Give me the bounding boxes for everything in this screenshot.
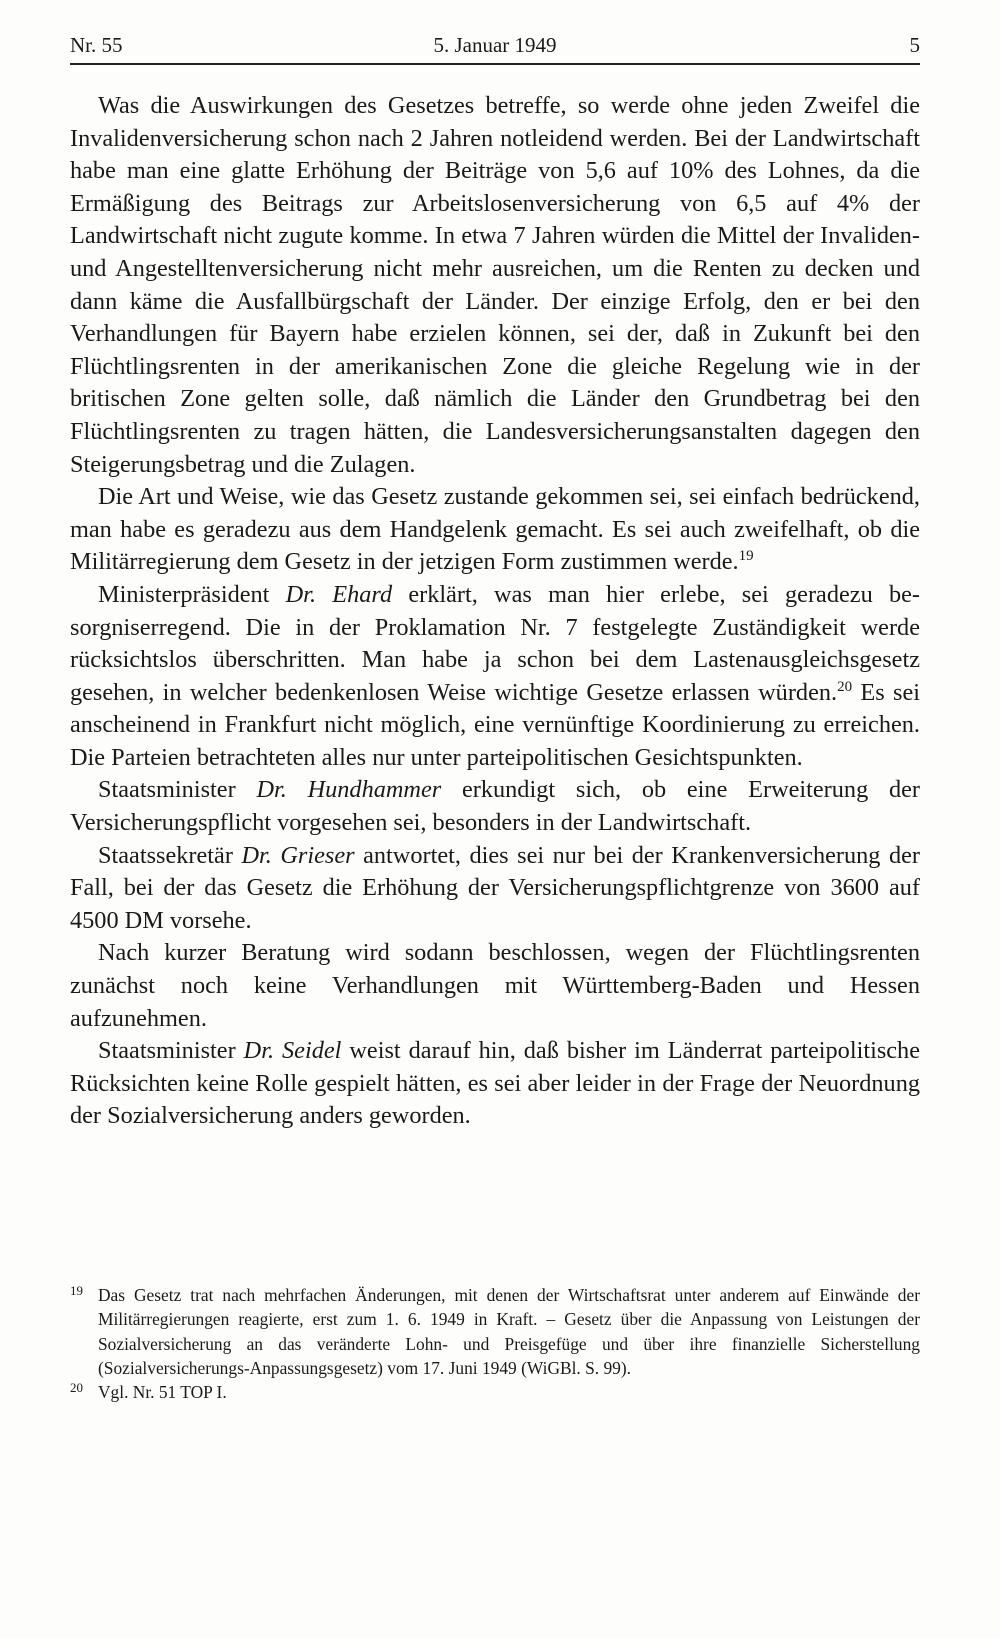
footnote-number: 19	[70, 1283, 83, 1298]
footnote-19	[70, 1283, 920, 1380]
paragraph-text: antwortet, dies sei nur bei der Krankenversicherung der Fall, bei der das Gesetz die Erhöhung der Versicherungspflichtgrenze von 3600 auf 4500 DM vorsehe.	[70, 841, 920, 934]
paragraph-text: Nach kurzer Beratung wird sodann beschlossen, wegen der Flüchtlingsrenten zunächst noch keine Verhandlungen mit Württemberg-Baden und Hessen aufzunehmen.	[70, 939, 920, 1032]
speaker-title: Staatsminister	[98, 776, 257, 804]
body-text	[70, 90, 920, 1133]
header-rule	[70, 63, 920, 65]
paragraph-text: weist darauf hin, daß bisher im Länderrat parteipolitische Rücksichten keine Rolle gespielt hätten, es sei aber leider in der Frage der Neuordnung der Sozialversicherung anders geworden.	[70, 1037, 920, 1130]
speaker-name: Dr. Hundhammer	[256, 776, 442, 804]
paragraph-4	[70, 774, 920, 839]
paragraph-1	[70, 90, 920, 481]
footnote-ref-19: 19	[738, 548, 754, 565]
footnotes	[70, 1283, 920, 1404]
paragraph-text: erkundigt sich, ob eine Erweiterung der Versicherungspflicht vorgesehen sei, besonders in der Landwirtschaft.	[70, 776, 921, 837]
footnote-20	[70, 1380, 920, 1404]
footnote-text: Das Gesetz trat nach mehrfachen Änderungen, mit denen der Wirtschaftsrat unter anderem auf Einwände der Militärregierungen reagierte, erst zum 1. 6. 1949 in Kraft. – Gesetz über die Anpassung von Leistungen der Sozialversicherung an das veränderte Lohn- und Preisgefüge und über ihre finanzielle Sicherstellung (Sozialversicherungs-Anpassungsgesetz) vom 17. Juni 1949 (WiGBl. S. 99).	[98, 1285, 920, 1378]
paragraph-5	[70, 840, 920, 938]
speaker-name: Dr. Ehard	[285, 580, 393, 608]
paragraph-text: erklärt, was man hier erlebe, sei geradezu besorgniserregend. Die in der Proklamation Nr. 7 festgelegte Zuständigkeit werde rücksichtslos überschritten. Man habe ja schon bei dem Lastenausgleichsgesetz gesehen, in welcher bedenkenlosen Weise wichtige Gesetze erlassen würden.	[70, 580, 920, 706]
speaker-title: Staatsminister	[98, 1037, 244, 1065]
paragraph-text: Was die Auswirkungen des Gesetzes betreffe, so werde ohne jeden Zweifel die Invalidenversicherung schon nach 2 Jahren notleidend werden. Bei der Landwirtschaft habe man eine glatte Erhöhung der Beiträge von 5,6 auf 10% des Lohnes, da die Ermäßigung des Beitrags zur Arbeitslosenversicherung von 6,5 auf 4% der Landwirtschaft nicht zugute komme. In etwa 7 Jahren würden die Mittel der Invaliden- und Angestelltenversicherung nicht mehr ausreichen, um die Renten zu decken und dann käme die Ausfallbürgschaft der Länder. Der einzige Erfolg, den er bei den Verhandlungen für Bayern habe erzielen können, sei der, daß in Zukunft bei den Flüchtlingsrenten in der amerikanischen Zone die gleiche Regelung wie in der britischen Zone gelten solle, daß nämlich die Länder den Grundbetrag bei den Flüchtlingsrenten zu tragen hätten, die Landesversicherungsanstalten dagegen den Steigerungsbetrag und die Zulagen.	[70, 92, 920, 478]
header-date: 5. Januar 1949	[433, 33, 557, 57]
paragraph-6	[70, 937, 920, 1035]
footnote-ref-20: 20	[837, 678, 853, 695]
footnote-number: 20	[70, 1380, 83, 1396]
paragraph-3	[70, 579, 920, 775]
speaker-name: Dr. Grieser	[241, 841, 355, 869]
paragraph-2	[70, 481, 920, 579]
speaker-title: Staatssekretär	[98, 841, 242, 869]
paragraph-text-continued: Es sei anscheinend in Frankfurt nicht möglich, eine vernünftige Koordinierung zu erreichen. Die Parteien betrachteten alles nur unter parteipolitischen Gesichtspunkten.	[70, 678, 920, 771]
issue-number: Nr. 55	[70, 33, 123, 57]
speaker-name: Dr. Seidel	[243, 1037, 342, 1065]
paragraph-text: Die Art und Weise, wie das Gesetz zustande gekommen sei, sei einfach bedrückend, man habe es geradezu aus dem Handgelenk gemacht. Es sei auch zweifelhaft, ob die Militärregierung dem Gesetz in der jetzigen Form zustimmen werde.	[70, 483, 920, 576]
running-header	[70, 30, 920, 62]
speaker-title: Ministerpräsident	[98, 580, 286, 608]
page-number: 5	[909, 33, 920, 57]
paragraph-7	[70, 1035, 920, 1133]
footnote-text: Vgl. Nr. 51 TOP I.	[98, 1382, 227, 1403]
